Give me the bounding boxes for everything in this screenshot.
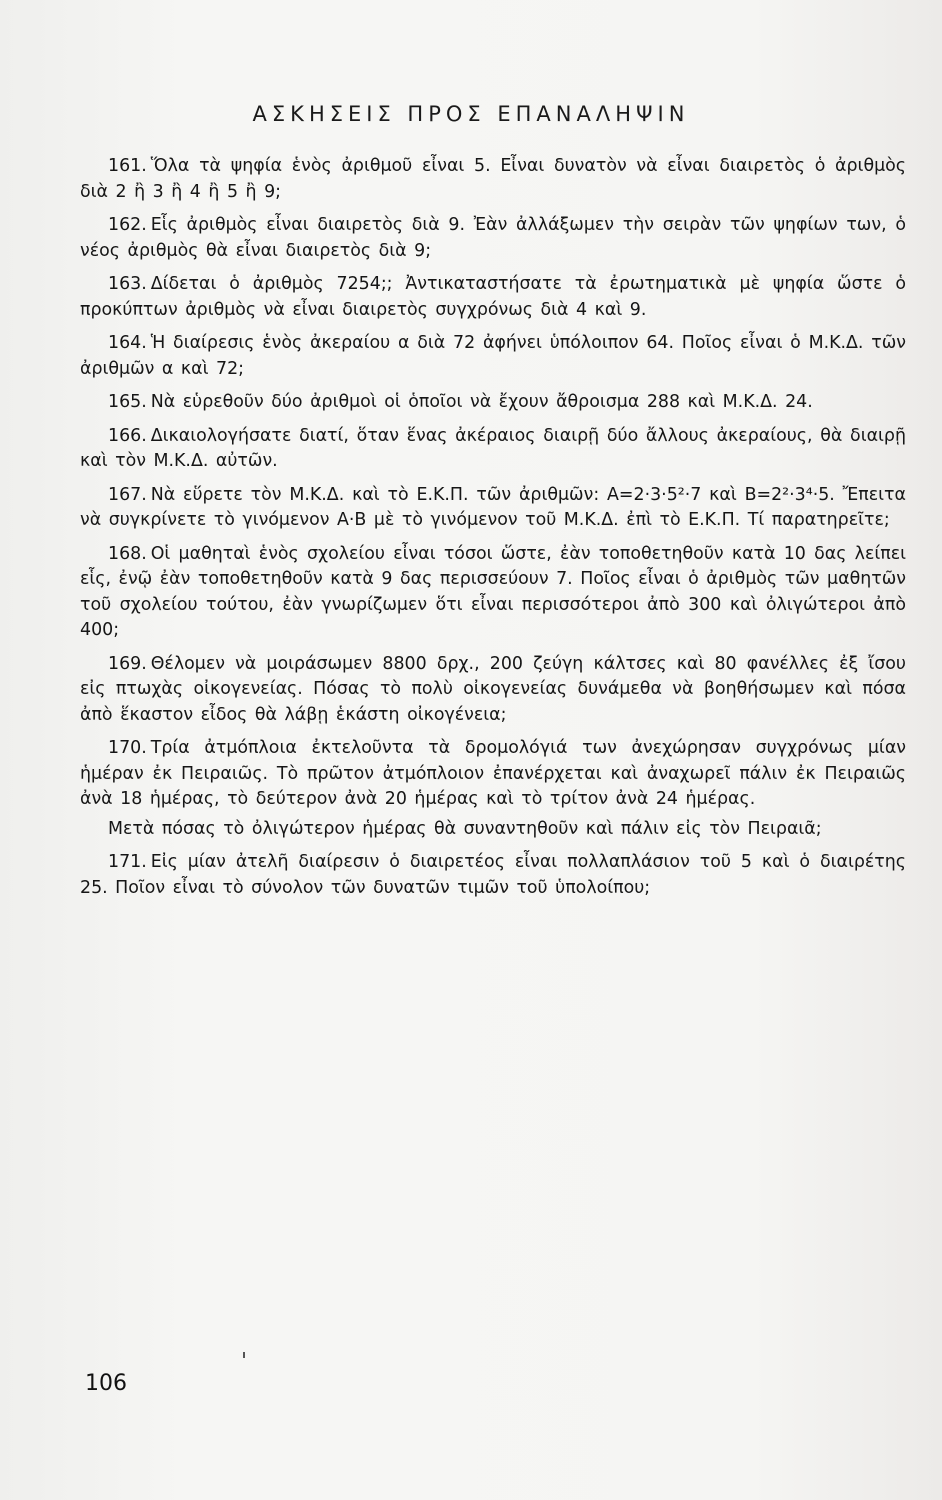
page-number: 106 xyxy=(85,1371,127,1396)
exercise-number: 164. xyxy=(108,333,147,353)
exercise-list xyxy=(80,154,906,909)
exercise-169 xyxy=(80,652,906,729)
exercise-165 xyxy=(80,390,906,416)
exercise-163 xyxy=(80,272,906,323)
exercise-number: 170. xyxy=(108,738,147,758)
exercise-number: 161. xyxy=(108,156,147,176)
exercise-171 xyxy=(80,850,906,901)
exercise-number: 171. xyxy=(108,852,147,872)
exercise-162 xyxy=(80,213,906,264)
exercise-170-question xyxy=(80,817,906,843)
exercise-164 xyxy=(80,331,906,382)
exercise-number: 168. xyxy=(108,543,147,564)
exercise-text: Μετὰ πόσας τὸ ὀλιγώτερον ἡμέρας θὰ συναντηθοῦν καὶ πάλιν εἰς τὸν Πειραιᾶ; xyxy=(108,818,822,839)
print-mark xyxy=(243,1352,245,1358)
exercise-text: Νὰ εὕρετε τὸν Μ.Κ.Δ. καὶ τὸ Ε.Κ.Π. τῶν ἀριθμῶν: Α=2·3·5²·7 καὶ Β=2²·3⁴·5. Ἔπειτα νὰ συγκρίνετε τὸ γινόμενον Α·Β μὲ τὸ γινόμενον τοῦ Μ.Κ.Δ. ἐπὶ τὸ Ε.Κ.Π. Τί παρατηρεῖτε; xyxy=(80,484,906,530)
exercise-number: 163. xyxy=(108,274,147,294)
exercise-text: Τρία ἀτμόπλοια ἐκτελοῦντα τὰ δρομολόγιά των ἀνεχώρησαν συγχρόνως μίαν ἡμέραν ἐκ Πειραιῶς. Τὸ πρῶτον ἀτμόπλοιον ἐπανέρχεται καὶ ἀναχωρεῖ πάλιν ἐκ Πειραιῶς ἀνὰ 18 ἡμέρας, τὸ δεύτερον ἀνὰ 20 ἡμέρας καὶ τὸ τρίτον ἀνὰ 24 ἡμέρας. xyxy=(80,738,906,809)
exercise-161 xyxy=(80,154,906,205)
section-heading: ΑΣΚΗΣΕΙΣ ΠΡΟΣ ΕΠΑΝΑΛΗΨΙΝ xyxy=(252,102,690,126)
exercise-167 xyxy=(80,483,906,534)
exercise-166 xyxy=(80,424,906,475)
exercise-number: 166. xyxy=(108,425,147,446)
exercise-number: 167. xyxy=(108,484,147,505)
exercise-text: Εἷς ἀριθμὸς εἶναι διαιρετὸς διὰ 9. Ἐὰν ἀλλάξωμεν τὴν σειρὰν τῶν ψηφίων των, ὁ νέος ἀριθμὸς θὰ εἶναι διαιρετὸς διὰ 9; xyxy=(80,215,906,261)
exercise-number: 165. xyxy=(108,392,147,412)
exercise-text: Θέλομεν νὰ μοιράσωμεν 8800 δρχ., 200 ζεύγη κάλτσες καὶ 80 φανέλλες ἐξ ἴσου εἰς πτωχὰς οἰκογενείας. Πόσας τὸ πολὺ οἰκογενείας δυνάμεθα νὰ βοηθήσωμεν καὶ πόσα ἀπὸ ἕκαστον εἶδος θὰ λάβῃ ἑκάστη οἰκογένεια; xyxy=(80,653,906,725)
exercise-text: Οἱ μαθηταὶ ἑνὸς σχολείου εἶναι τόσοι ὥστε, ἐὰν τοποθετηθοῦν κατὰ 10 δας λείπει εἷς, ἐνῷ ἐὰν τοποθετηθοῦν κατὰ 9 δας περισσεύουν 7. Ποῖος εἶναι ὁ ἀριθμὸς τῶν μαθητῶν τοῦ σχολείου τούτου, ἐὰν γνωρίζωμεν ὅτι εἶναι περισσότεροι ἀπὸ 300 καὶ ὀλιγώτεροι ἀπὸ 400; xyxy=(80,543,906,640)
exercise-text: Νὰ εὑρεθοῦν δύο ἀριθμοὶ οἱ ὁποῖοι νὰ ἔχουν ἄθροισμα 288 καὶ Μ.Κ.Δ. 24. xyxy=(150,392,813,412)
exercise-text: Εἰς μίαν ἀτελῆ διαίρεσιν ὁ διαιρετέος εἶναι πολλαπλάσιον τοῦ 5 καὶ ὁ διαιρέτης 25. Ποῖον εἶναι τὸ σύνολον τῶν δυνατῶν τιμῶν τοῦ ὑπολοίπου; xyxy=(80,852,906,898)
exercise-168 xyxy=(80,542,906,644)
exercise-170 xyxy=(80,736,906,813)
exercise-number: 169. xyxy=(108,653,147,674)
exercise-text: Ἡ διαίρεσις ἑνὸς ἀκεραίου α διὰ 72 ἀφήνει ὑπόλοιπον 64. Ποῖος εἶναι ὁ Μ.Κ.Δ. τῶν ἀριθμῶν α καὶ 72; xyxy=(80,333,906,379)
exercise-text: Δίδεται ὁ ἀριθμὸς 7254;; Ἀντικαταστήσατε τὰ ἐρωτηματικὰ μὲ ψηφία ὥστε ὁ προκύπτων ἀριθμὸς νὰ εἶναι διαιρετὸς συγχρόνως διὰ 4 καὶ 9. xyxy=(80,274,906,320)
exercise-text: Ὅλα τὰ ψηφία ἑνὸς ἀριθμοῦ εἶναι 5. Εἶναι δυνατὸν νὰ εἶναι διαιρετὸς ὁ ἀριθμὸς διὰ 2 ἢ 3 ἢ 4 ἢ 5 ἢ 9; xyxy=(80,156,906,202)
exercise-number: 162. xyxy=(108,215,147,235)
exercise-text: Δικαιολογήσατε διατί, ὅταν ἕνας ἀκέραιος διαιρῇ δύο ἄλλους ἀκεραίους, θὰ διαιρῇ καὶ τὸν Μ.Κ.Δ. αὐτῶν. xyxy=(80,425,906,471)
